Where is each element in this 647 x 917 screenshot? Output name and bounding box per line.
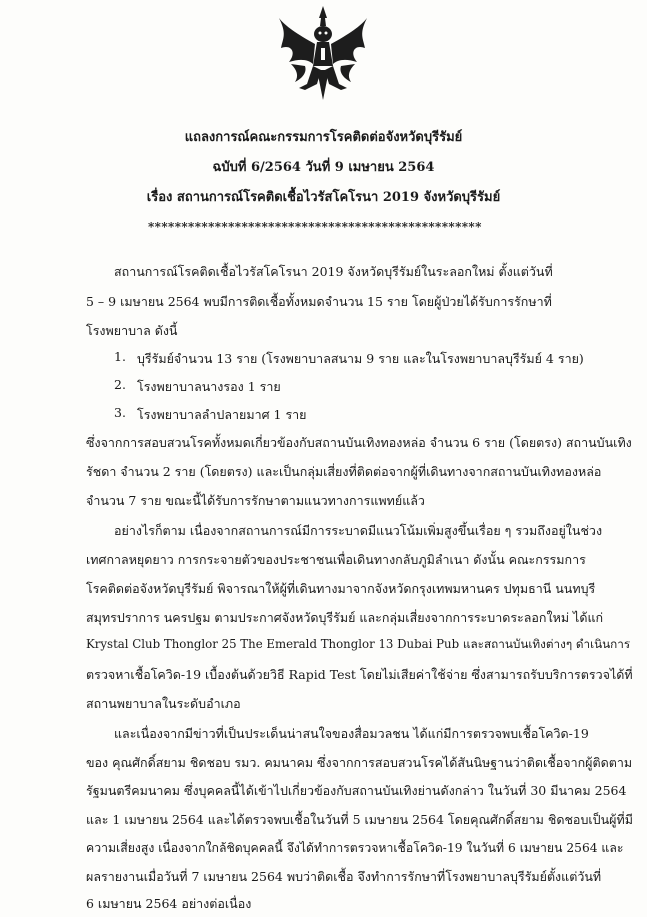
paragraph-line: สมุทรปราการ นครปฐม ตามประกาศจังหวัดบุรีรัมย์ และกลุ่มเสี่ยงจากการระบาดระลอกใหม่ ได้แก่ xyxy=(86,610,604,625)
announcement-title: แถลงการณ์คณะกรรมการโรคติดต่อจังหวัดบุรีรัมย์ xyxy=(184,130,463,145)
paragraph-line: 6 เมษายน 2564 อย่างต่อเนื่อง xyxy=(86,896,252,911)
paragraph-line: ความเสี่ยงสูง เนื่องจากใกล้ชิดบุคคลนี้ จึงได้ทำการตรวจหาเชื้อโควิด-19 ในวันที่ 6 เมษายน 2564 และ xyxy=(86,841,624,855)
paragraph-line: Krystal Club Thonglor 25 The Emerald Thonglor 13 Dubai Pub และสถานบันเทิงต่างๆ ดำเนินการ xyxy=(86,637,631,651)
list-item: โรงพยาบาลนางรอง 1 ราย xyxy=(137,379,281,394)
paragraph-line: รัชดา จำนวน 2 ราย (โดยตรง) และเป็นกลุ่มเสี่ยงที่ติดต่อจากผู้ที่เดินทางจากสถานบันเทิงทองหล่อ xyxy=(86,464,602,479)
announcement-issue: ฉบับที่ 6/2564 วันที่ 9 เมษายน 2564 xyxy=(212,160,435,175)
garuda-emblem xyxy=(277,4,369,102)
paragraph-line: โรคติดต่อจังหวัดบุรีรัมย์ พิจารณาให้ผู้ที่เดินทางมาจากจังหวัดกรุงเทพมหานคร ปทุมธานี นนทบุรี xyxy=(86,581,596,596)
paragraph-line: อย่างไรก็ตาม เนื่องจากสถานการณ์มีการระบาดมีแนวโน้มเพิ่มสูงขึ้นเรื่อย ๆ รวมถึงอยู่ในช่วง xyxy=(114,523,603,538)
list-item-number: 2. xyxy=(114,377,126,392)
paragraph-line: เทศกาลหยุดยาว การกระจายตัวของประชาชนเพื่อเดินทางกลับภูมิลำเนา ดังนั้น คณะกรรมการ xyxy=(86,552,586,567)
list-item: โรงพยาบาลลำปลายมาศ 1 ราย xyxy=(137,407,307,422)
paragraph-line: จำนวน 7 ราย ขณะนี้ได้รับการรักษาตามแนวทางการแพทย์แล้ว xyxy=(86,493,425,508)
paragraph-line: 5 – 9 เมษายน 2564 พบมีการติดเชื้อทั้งหมดจำนวน 15 ราย โดยผู้ป่วยได้รับการรักษาที่ xyxy=(86,294,552,309)
list-item-number: 3. xyxy=(114,405,126,420)
paragraph-line: ซึ่งจากการสอบสวนโรคทั้งหมดเกี่ยวข้องกับสถานบันเทิงทองหล่อ จำนวน 6 ราย (โดยตรง) สถานบันเทิง xyxy=(86,435,632,450)
paragraph-line: สถานพยาบาลในระดับอำเภอ xyxy=(86,696,241,711)
list-item: บุรีรัมย์จำนวน 13 ราย (โรงพยาบาลสนาม 9 ราย และในโรงพยาบาลบุรีรัมย์ 4 ราย) xyxy=(137,351,584,366)
paragraph-line: ผลรายงานเมื่อวันที่ 7 เมษายน 2564 พบว่าติดเชื้อ จึงทำการรักษาที่โรงพยาบาลบุรีรัมย์ตั้งแต่วันที่ xyxy=(86,869,602,884)
announcement-subject: เรื่อง สถานการณ์โรคติดเชื้อไวรัสโคโรนา 2019 จังหวัดบุรีรัมย์ xyxy=(146,190,501,205)
paragraph-line: และ 1 เมษายน 2564 และได้ตรวจพบเชื้อในวันที่ 5 เมษายน 2564 โดยคุณศักดิ์สยาม ชิดชอบเป็นผู้ที่มี xyxy=(86,812,633,827)
paragraph-line: โรงพยาบาล ดังนี้ xyxy=(86,323,178,338)
separator-line: ************************************************** xyxy=(148,220,482,234)
list-item-number: 1. xyxy=(114,349,126,364)
paragraph-line: และเนื่องจากมีข่าวที่เป็นประเด็นน่าสนใจของสื่อมวลชน ได้แก่มีการตรวจพบเชื้อโควิด-19 xyxy=(114,726,589,741)
paragraph-line: สถานการณ์โรคติดเชื้อไวรัสโคโรนา 2019 จังหวัดบุรีรัมย์ในระลอกใหม่ ตั้งแต่วันที่ xyxy=(114,264,553,279)
paragraph-line: ของ คุณศักดิ์สยาม ชิดชอบ รมว. คมนาคม ซึ่งจากการสอบสวนโรคได้สันนิษฐานว่าติดเชื้อจากผู้ติดตาม xyxy=(86,755,633,770)
paragraph-line: รัฐมนตรีคมนาคม ซึ่งบุคคลนี้ได้เข้าไปเกี่ยวข้องกับสถานบันเทิงย่านดังกล่าว ในวันที่ 30 มีนาคม 2564 xyxy=(86,783,627,798)
paragraph-line: ตรวจหาเชื้อโควิด-19 เบื้องต้นด้วยวิธี Rapid Test โดยไม่เสียค่าใช้จ่าย ซึ่งสามารถรับบริการตรวจได้ที่ xyxy=(86,667,633,682)
